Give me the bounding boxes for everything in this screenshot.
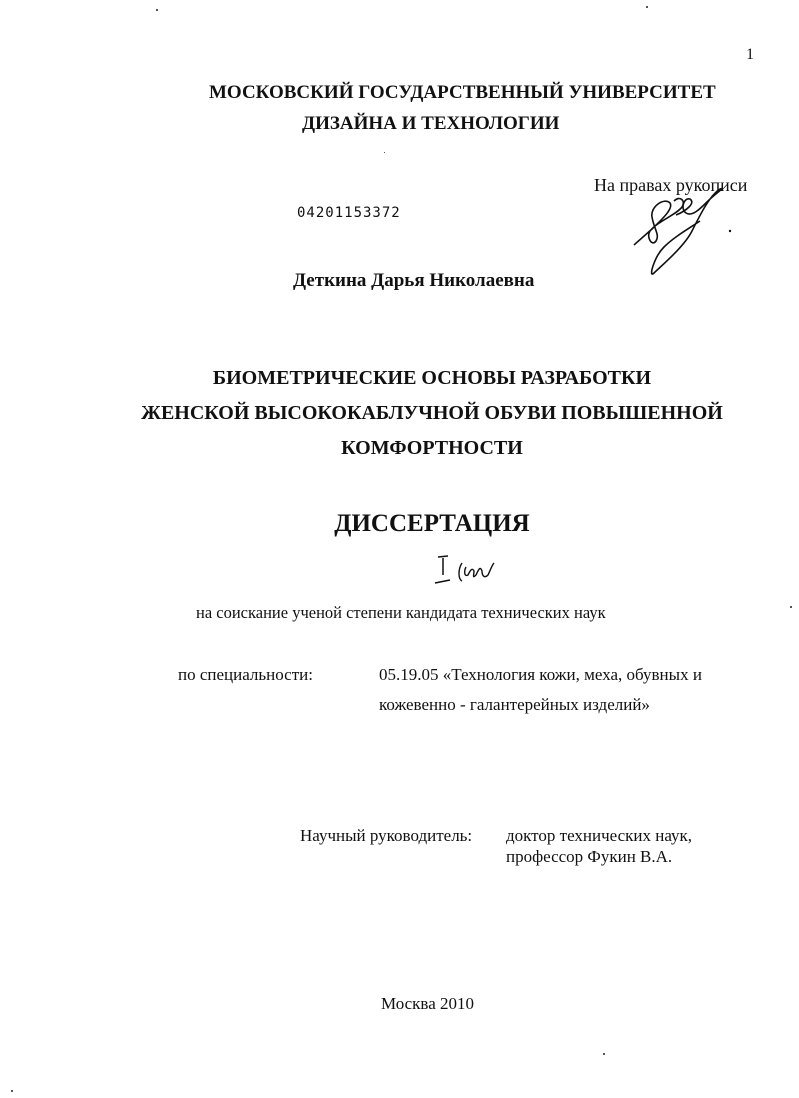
page-number: 1	[746, 46, 754, 63]
supervisor-label: Научный руководитель:	[300, 826, 473, 845]
scan-speck	[156, 9, 158, 11]
scan-speck	[603, 1053, 605, 1055]
document-type: ДИССЕРТАЦИЯ	[334, 510, 530, 537]
handwritten-volume-mark-icon	[432, 553, 502, 593]
university-name-line-1: МОСКОВСКИЙ ГОСУДАРСТВЕННЫЙ УНИВЕРСИТЕТ	[209, 82, 716, 103]
supervisor-value-line-2: профессор Фукин В.А.	[506, 847, 673, 866]
supervisor-value-line-1: доктор технических наук,	[506, 826, 693, 845]
scan-speck	[790, 606, 792, 608]
thesis-title-line-2: ЖЕНСКОЙ ВЫСОКОКАБЛУЧНОЙ ОБУВИ ПОВЫШЕННОЙ	[141, 402, 723, 424]
thesis-title-line-3: КОМФОРТНОСТИ	[341, 437, 523, 459]
degree-statement: на соискание ученой степени кандидата технических наук	[196, 603, 606, 622]
rights-note: На правах рукописи	[594, 175, 748, 195]
specialty-label: по специальности:	[178, 665, 313, 684]
university-name-line-2: ДИЗАЙНА И ТЕХНОЛОГИИ	[302, 113, 560, 134]
scan-speck	[384, 152, 385, 153]
author-name: Деткина Дарья Николаевна	[293, 270, 535, 291]
signature-icon	[630, 185, 740, 280]
specialty-value-line-2: кожевенно - галантерейных изделий»	[379, 695, 650, 714]
city-year: Москва 2010	[381, 994, 475, 1013]
scan-speck	[646, 6, 648, 8]
specialty-value-line-1: 05.19.05 «Технология кожи, меха, обувных и	[379, 665, 702, 684]
registration-code: 04201153372	[297, 205, 401, 221]
thesis-title-line-1: БИОМЕТРИЧЕСКИЕ ОСНОВЫ РАЗРАБОТКИ	[212, 367, 652, 389]
scan-speck	[11, 1090, 13, 1092]
